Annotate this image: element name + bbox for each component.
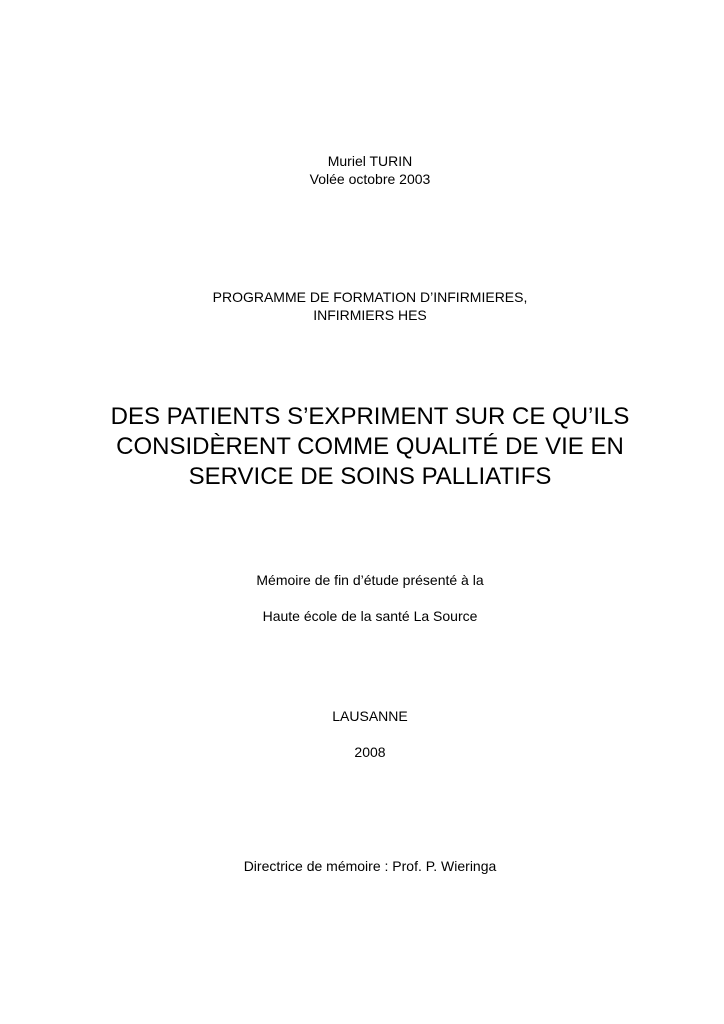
title-line-1: DES PATIENTS S’EXPRIMENT SUR CE QU’ILS: [110, 403, 630, 430]
program-block: [0, 288, 724, 324]
author-block: [0, 152, 724, 188]
place-year: 2008: [354, 744, 386, 760]
director-text: Directrice de mémoire : Prof. P. Wieringa: [243, 858, 497, 874]
title-line-2: CONSIDÈRENT COMME QUALITÉ DE VIE EN: [116, 433, 624, 460]
program-line-2: INFIRMIERS HES: [313, 307, 427, 323]
author-name: Muriel TURIN: [327, 153, 413, 169]
director-block: [0, 857, 724, 875]
place-city: LAUSANNE: [332, 708, 408, 724]
author-cohort: Volée octobre 2003: [309, 171, 431, 187]
program-line-1: PROGRAMME DE FORMATION D’INFIRMIERES,: [212, 289, 528, 305]
thesis-block: [0, 571, 724, 625]
thesis-line-1: Mémoire de fin d’étude présenté à la: [256, 572, 484, 588]
title-line-3: SERVICE DE SOINS PALLIATIFS: [188, 463, 552, 490]
place-block: [0, 707, 724, 761]
document-title: [0, 402, 724, 492]
thesis-line-2: Haute école de la santé La Source: [262, 608, 478, 624]
